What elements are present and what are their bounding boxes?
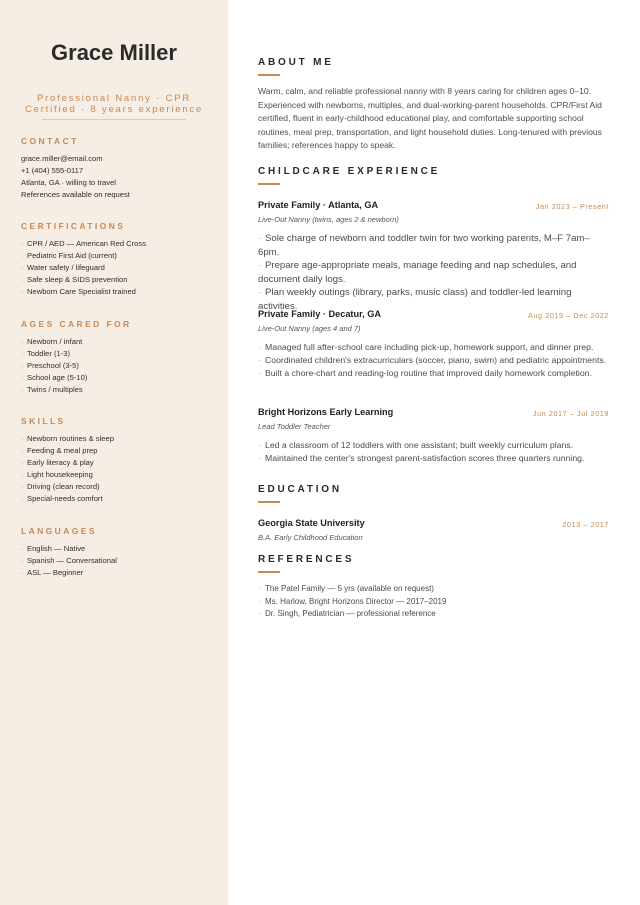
list-item: · Preschool (3-5) bbox=[21, 360, 87, 372]
list-item: · Ms. Harlow, Bright Horizons Director — 2017–2019 bbox=[258, 596, 610, 609]
job-bullets bbox=[258, 232, 610, 314]
list-item: · Spanish — Conversational bbox=[21, 555, 117, 567]
candidate-name: Grace Miller bbox=[51, 40, 177, 65]
references-heading: REFERENCES bbox=[258, 554, 355, 565]
about-text: Warm, calm, and reliable professional nanny with 8 years caring for children ages 0–10. Experienced with newborns, multiples, and dual-working-parent households. CPR/First Aid certified, fluent in early-childhood educational play, and comfortable supporting school routines, meal prep, transportation, and light household duties. Long-tenured with previous families; references happy to speak. bbox=[258, 86, 602, 150]
skills-heading: SKILLS bbox=[21, 416, 66, 426]
section-rule bbox=[258, 183, 280, 185]
education-dates: 2013 – 2017 bbox=[562, 520, 609, 529]
tagline: Professional Nanny · CPR Certified · 8 years experience bbox=[24, 93, 204, 115]
list-item: · ASL — Beginner bbox=[21, 567, 117, 579]
experience-heading: CHILDCARE EXPERIENCE bbox=[258, 166, 441, 177]
job-bullets bbox=[258, 439, 610, 465]
list-item: · Prepare age-appropriate meals, manage feeding and nap schedules, and document daily logs. bbox=[258, 259, 610, 286]
list-item: · Pediatric First Aid (current) bbox=[21, 250, 146, 262]
list-item: · Toddler (1-3) bbox=[21, 348, 87, 360]
job-subtitle: Lead Toddler Teacher bbox=[258, 422, 331, 431]
contact-phone[interactable]: +1 (404) 555-0117 bbox=[21, 166, 84, 175]
main-content bbox=[258, 0, 610, 905]
list-item: · Safe sleep & SIDS prevention bbox=[21, 274, 146, 286]
list-item: · Led a classroom of 12 toddlers with one assistant; built weekly curriculum plans. bbox=[258, 439, 610, 452]
sidebar bbox=[0, 0, 228, 905]
list-item: · The Patel Family — 5 yrs (available on request) bbox=[258, 583, 610, 596]
job-title: Private Family · Decatur, GA bbox=[258, 309, 382, 319]
job-dates: Aug 2019 – Dec 2022 bbox=[528, 311, 609, 320]
contact-list bbox=[21, 153, 130, 201]
education-heading: EDUCATION bbox=[258, 484, 342, 495]
list-item: · CPR / AED — American Red Cross bbox=[21, 238, 146, 250]
job-subtitle: Live-Out Nanny (twins, ages 2 & newborn) bbox=[258, 215, 399, 224]
job-bullets bbox=[258, 341, 610, 380]
list-item: · Sole charge of newborn and toddler twin for two working parents, M–F 7am–6pm. bbox=[258, 232, 610, 259]
list-item: · Newborn Care Specialist trained bbox=[21, 286, 146, 298]
list-item: · Early literacy & play bbox=[21, 457, 114, 469]
ages-list bbox=[21, 336, 87, 396]
list-item: · School age (5-10) bbox=[21, 372, 87, 384]
degree: B.A. Early Childhood Education bbox=[258, 533, 363, 542]
list-item: · Dr. Singh, Pediatrician — professional reference bbox=[258, 608, 610, 621]
list-item: · Newborn routines & sleep bbox=[21, 433, 114, 445]
section-rule bbox=[258, 501, 280, 503]
list-item: · English — Native bbox=[21, 543, 117, 555]
list-item: · Newborn / infant bbox=[21, 336, 87, 348]
section-rule bbox=[258, 74, 280, 76]
ages-heading: AGES CARED FOR bbox=[21, 319, 132, 329]
list-item: · Coordinated children's extracurriculars (soccer, piano, swim) and pediatric appointments. bbox=[258, 354, 610, 367]
list-item: · Water safety / lifeguard bbox=[21, 262, 146, 274]
languages-heading: LANGUAGES bbox=[21, 526, 97, 536]
job-dates: Jun 2017 – Jul 2019 bbox=[532, 409, 609, 418]
list-item: · Plan weekly outings (library, parks, music class) and toddler-led learning activities. bbox=[258, 286, 610, 313]
contact-location: Atlanta, GA · willing to travel bbox=[21, 178, 116, 187]
list-item: · Managed full after-school care including pick-up, homework support, and dinner prep. bbox=[258, 341, 610, 354]
job-title: Private Family · Atlanta, GA bbox=[258, 200, 379, 210]
list-item: · Maintained the center's strongest parent-satisfaction scores three quarters running. bbox=[258, 452, 610, 465]
references-list bbox=[258, 583, 610, 621]
list-item: · Light housekeeping bbox=[21, 469, 114, 481]
contact-email[interactable]: grace.miller@email.com bbox=[21, 154, 103, 163]
list-item: · Twins / multiples bbox=[21, 384, 87, 396]
contact-references-note: References available on request bbox=[21, 190, 130, 199]
certifications-heading: CERTIFICATIONS bbox=[21, 221, 126, 231]
skills-list bbox=[21, 433, 114, 505]
languages-list bbox=[21, 543, 117, 579]
list-item: · Driving (clean record) bbox=[21, 481, 114, 493]
school-name: Georgia State University bbox=[258, 518, 365, 528]
job-subtitle: Live-Out Nanny (ages 4 and 7) bbox=[258, 324, 361, 333]
section-rule bbox=[258, 571, 280, 573]
sidebar-divider bbox=[42, 119, 186, 120]
about-heading: ABOUT ME bbox=[258, 57, 334, 68]
contact-heading: CONTACT bbox=[21, 136, 79, 146]
list-item: · Feeding & meal prep bbox=[21, 445, 114, 457]
certifications-list bbox=[21, 238, 146, 298]
job-dates: Jan 2023 – Present bbox=[535, 202, 609, 211]
list-item: · Special-needs comfort bbox=[21, 493, 114, 505]
job-title: Bright Horizons Early Learning bbox=[258, 407, 394, 417]
list-item: · Built a chore-chart and reading-log routine that improved daily homework completion. bbox=[258, 367, 610, 380]
